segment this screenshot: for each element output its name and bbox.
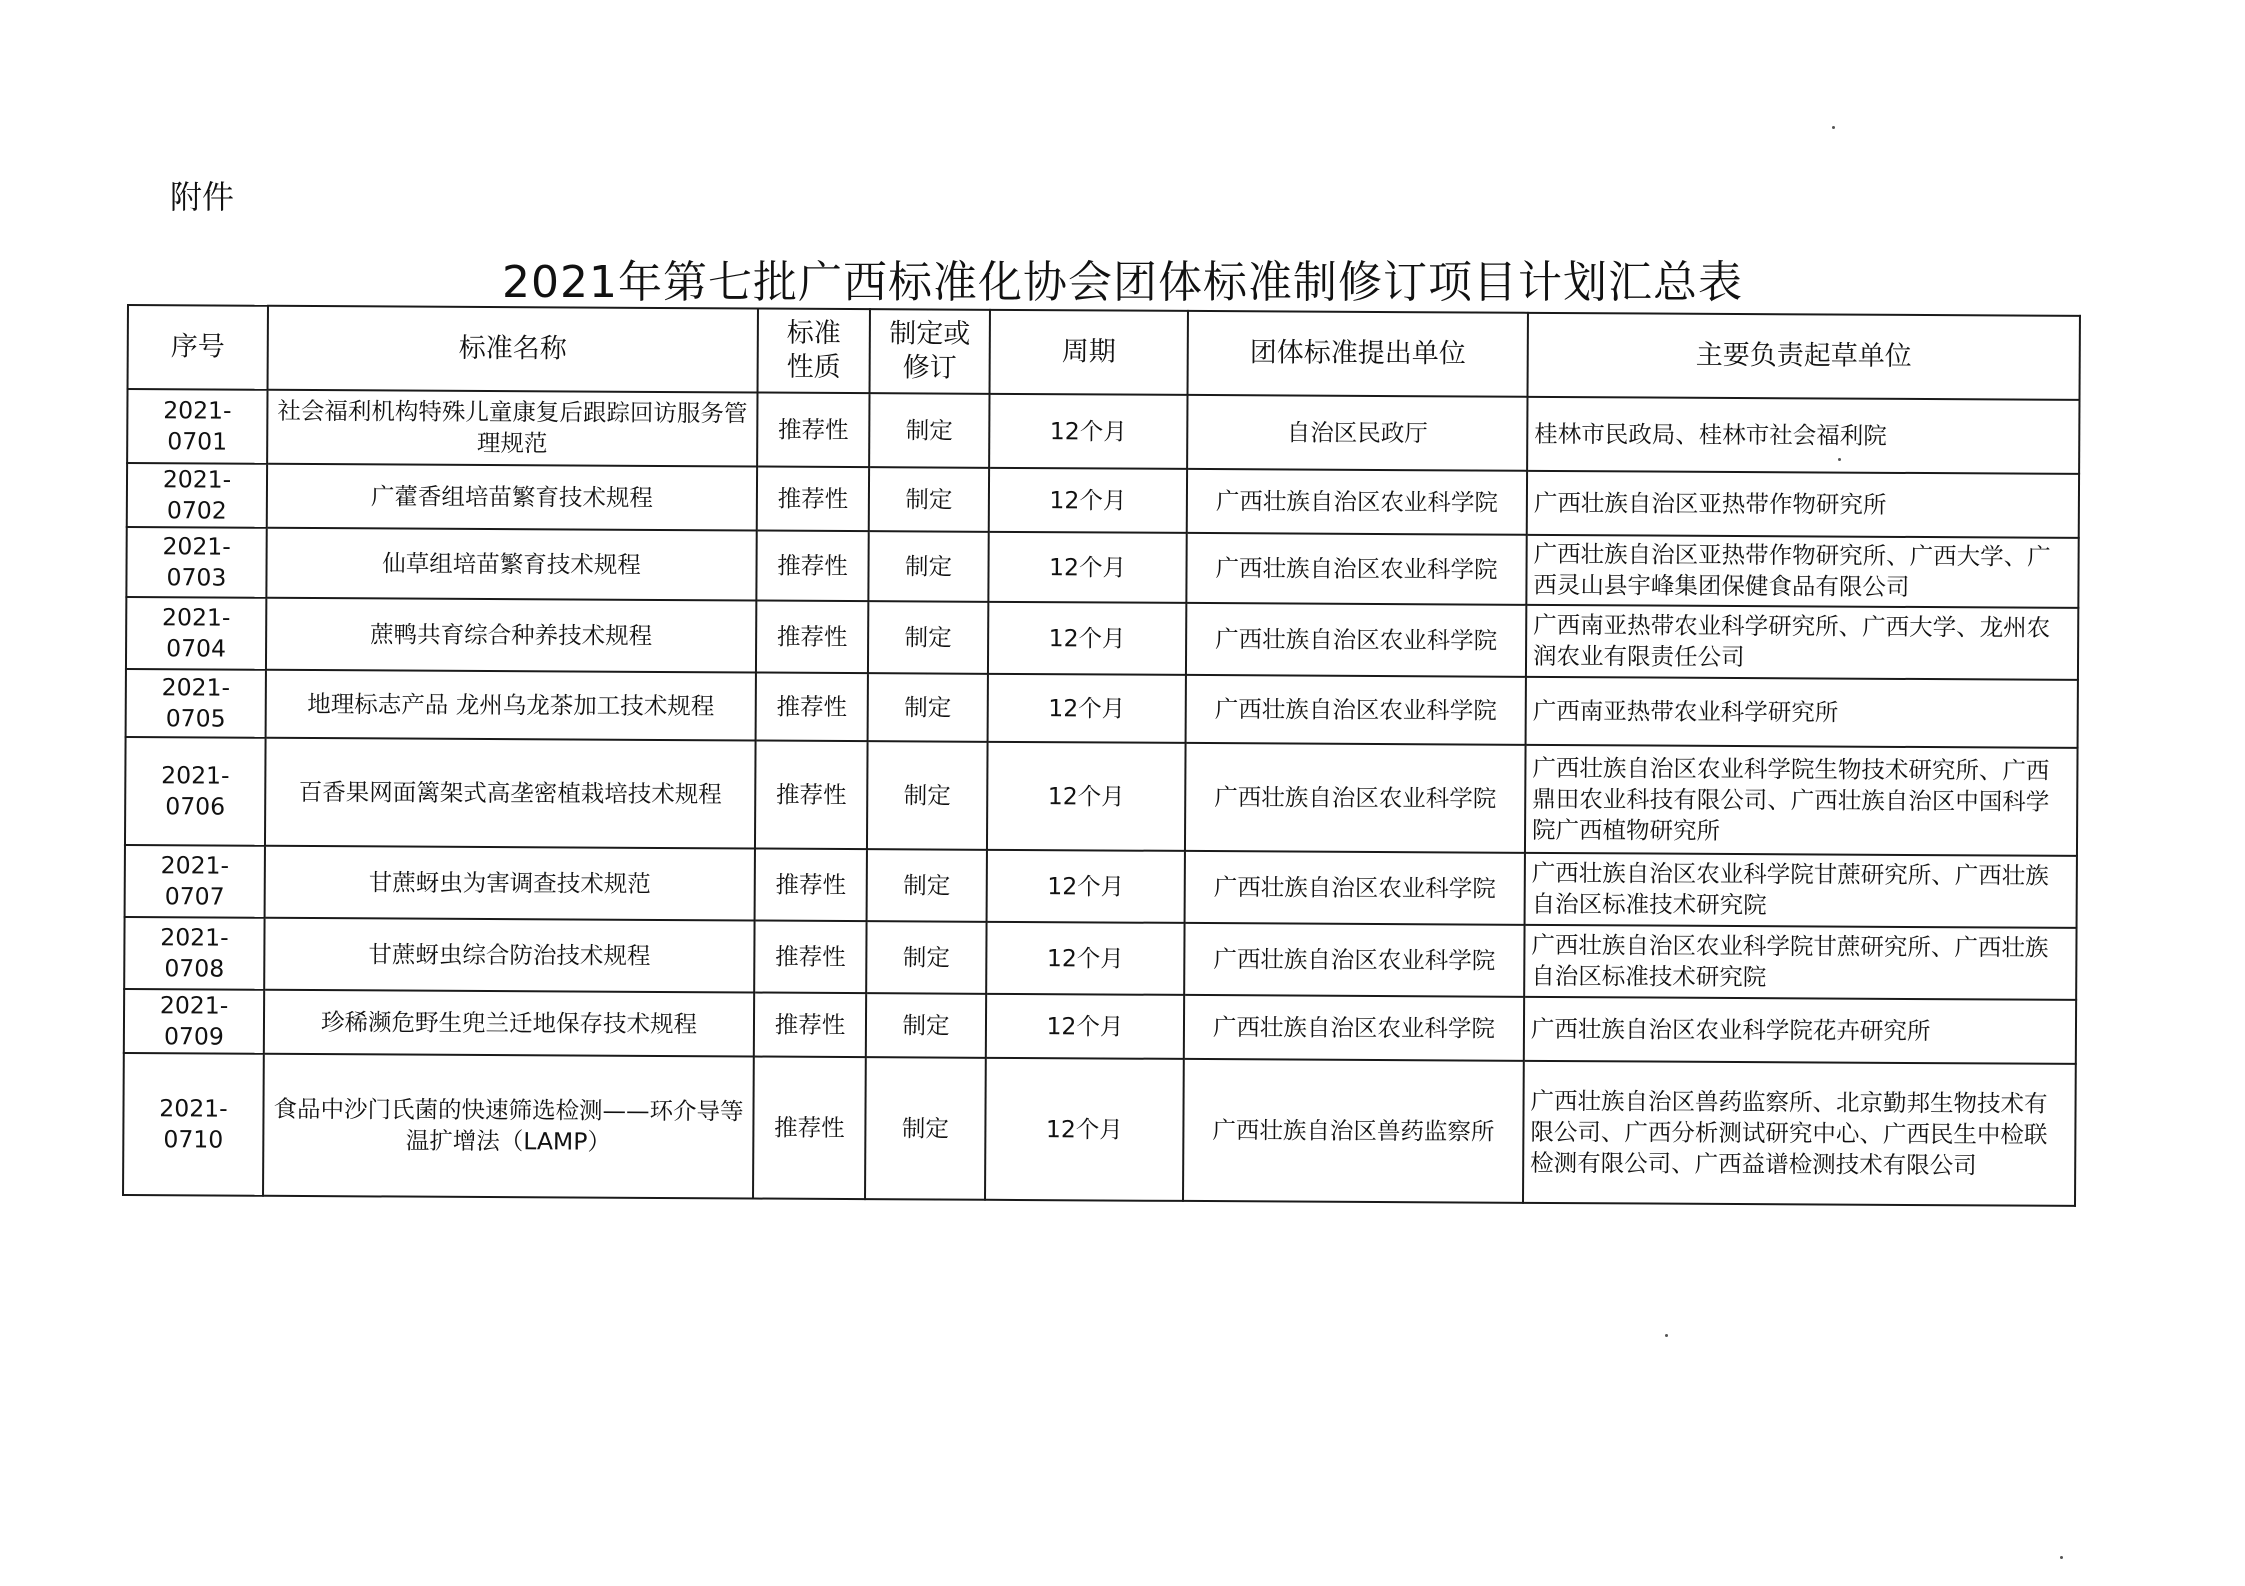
cell-nature: 推荐性 (756, 673, 868, 742)
cell-id: 2021-0704 (126, 597, 266, 670)
cell-name: 甘蔗蚜虫为害调查技术规范 (265, 846, 755, 921)
cell-proposer: 广西壮族自治区农业科学院 (1187, 469, 1527, 535)
cell-id: 2021-0707 (125, 845, 265, 918)
table-row (126, 527, 2078, 608)
cell-id: 2021-0708 (124, 917, 264, 990)
cell-name: 广藿香组培苗繁育技术规程 (267, 464, 757, 531)
cell-nature: 推荐性 (755, 741, 868, 850)
table-row (127, 389, 2079, 474)
cell-type: 制定 (868, 601, 988, 674)
cell-nature: 推荐性 (757, 467, 869, 532)
header-type: 制定或修订 (870, 309, 990, 394)
cell-period: 12个月 (987, 742, 1186, 851)
cell-drafter: 广西南亚热带农业科学研究所 (1526, 677, 2078, 748)
cell-name: 甘蔗蚜虫综合防治技术规程 (264, 918, 754, 993)
cell-id: 2021-0709 (124, 989, 264, 1054)
document-title: 2021年第七批广西标准化协会团体标准制修订项目计划汇总表 (502, 257, 1743, 308)
cell-proposer: 广西壮族自治区农业科学院 (1184, 923, 1524, 997)
cell-id: 2021-0710 (123, 1053, 264, 1196)
cell-id: 2021-0703 (126, 527, 266, 598)
table-row (123, 1053, 2076, 1206)
cell-type: 制定 (865, 1057, 986, 1200)
cell-nature: 推荐性 (754, 993, 866, 1058)
scan-speck (1838, 458, 1841, 461)
cell-proposer: 广西壮族自治区农业科学院 (1186, 675, 1526, 745)
cell-type: 制定 (866, 993, 986, 1058)
plan-table (122, 304, 2081, 1207)
cell-proposer: 广西壮族自治区农业科学院 (1186, 533, 1526, 605)
cell-id: 2021-0701 (127, 389, 267, 464)
header-period: 周期 (990, 310, 1188, 395)
cell-proposer: 广西壮族自治区农业科学院 (1186, 603, 1526, 677)
cell-nature: 推荐性 (754, 921, 866, 994)
scan-speck (1832, 126, 1835, 129)
cell-name: 社会福利机构特殊儿童康复后跟踪回访服务管理规范 (267, 390, 757, 467)
cell-id: 2021-0702 (127, 463, 267, 528)
cell-nature: 推荐性 (756, 601, 868, 674)
cell-period: 12个月 (987, 850, 1185, 923)
cell-period: 12个月 (986, 994, 1184, 1059)
cell-nature: 推荐性 (756, 531, 868, 602)
cell-period: 12个月 (985, 1058, 1184, 1201)
table-row (127, 463, 2079, 538)
cell-nature: 推荐性 (753, 1057, 866, 1200)
cell-drafter: 广西壮族自治区农业科学院花卉研究所 (1524, 997, 2076, 1064)
header-id: 序号 (128, 305, 268, 390)
cell-proposer: 广西壮族自治区兽药监察所 (1183, 1059, 1524, 1203)
cell-name: 食品中沙门氏菌的快速筛选检测——环介导等温扩增法（LAMP） (263, 1054, 754, 1199)
cell-period: 12个月 (988, 674, 1186, 743)
cell-name: 百香果网面篱架式高垄密植栽培技术规程 (265, 738, 756, 849)
cell-drafter: 广西壮族自治区兽药监察所、北京勤邦生物技术有限公司、广西分析测试研究中心、广西民生中检联检测有限公司、广西益谱检测技术有限公司 (1523, 1061, 2076, 1206)
header-name: 标准名称 (268, 306, 758, 393)
cell-period: 12个月 (989, 468, 1187, 533)
cell-type: 制定 (866, 921, 986, 994)
cell-type: 制定 (868, 673, 988, 742)
cell-drafter: 广西壮族自治区农业科学院甘蔗研究所、广西壮族自治区标准技术研究院 (1525, 853, 2077, 928)
table-row (125, 845, 2077, 928)
table-row (124, 917, 2076, 1000)
header-proposer: 团体标准提出单位 (1188, 311, 1528, 397)
header-drafter: 主要负责起草单位 (1528, 313, 2080, 400)
cell-nature: 推荐性 (757, 393, 869, 468)
cell-id: 2021-0706 (125, 737, 266, 846)
cell-type: 制定 (867, 741, 988, 850)
cell-type: 制定 (867, 849, 987, 922)
scan-speck (1665, 1334, 1668, 1337)
cell-period: 12个月 (988, 602, 1186, 675)
cell-proposer: 广西壮族自治区农业科学院 (1185, 743, 1526, 853)
cell-nature: 推荐性 (755, 849, 867, 922)
cell-proposer: 广西壮族自治区农业科学院 (1184, 995, 1524, 1061)
cell-drafter: 广西壮族自治区农业科学院生物技术研究所、广西鼎田农业科技有限公司、广西壮族自治区中国科学院广西植物研究所 (1525, 745, 2078, 856)
cell-drafter: 广西南亚热带农业科学研究所、广西大学、龙州农润农业有限责任公司 (1526, 605, 2078, 680)
cell-period: 12个月 (989, 394, 1187, 469)
table-row (125, 737, 2078, 856)
table-row (126, 669, 2078, 748)
cell-name: 蔗鸭共育综合种养技术规程 (266, 598, 756, 673)
attachment-label: 附件 (170, 178, 235, 216)
table-header-row (128, 305, 2080, 400)
cell-drafter: 广西壮族自治区农业科学院甘蔗研究所、广西壮族自治区标准技术研究院 (1524, 925, 2076, 1000)
cell-name: 地理标志产品 龙州乌龙茶加工技术规程 (266, 670, 756, 741)
cell-period: 12个月 (986, 922, 1184, 995)
table-row (124, 989, 2076, 1064)
cell-period: 12个月 (988, 532, 1186, 603)
header-nature: 标准性质 (758, 309, 870, 394)
cell-type: 制定 (869, 393, 989, 468)
table-row (126, 597, 2078, 680)
scan-speck (2060, 1556, 2063, 1559)
cell-proposer: 自治区民政厅 (1187, 395, 1527, 471)
cell-id: 2021-0705 (126, 669, 266, 738)
cell-type: 制定 (869, 467, 989, 532)
cell-name: 仙草组培苗繁育技术规程 (266, 528, 756, 601)
cell-drafter: 广西壮族自治区亚热带作物研究所 (1527, 471, 2079, 538)
cell-proposer: 广西壮族自治区农业科学院 (1185, 851, 1525, 925)
cell-drafter: 桂林市民政局、桂林市社会福利院 (1527, 397, 2079, 474)
cell-type: 制定 (868, 531, 988, 602)
cell-drafter: 广西壮族自治区亚热带作物研究所、广西大学、广西灵山县宇峰集团保健食品有限公司 (1526, 535, 2078, 608)
cell-name: 珍稀濒危野生兜兰迁地保存技术规程 (264, 990, 754, 1057)
